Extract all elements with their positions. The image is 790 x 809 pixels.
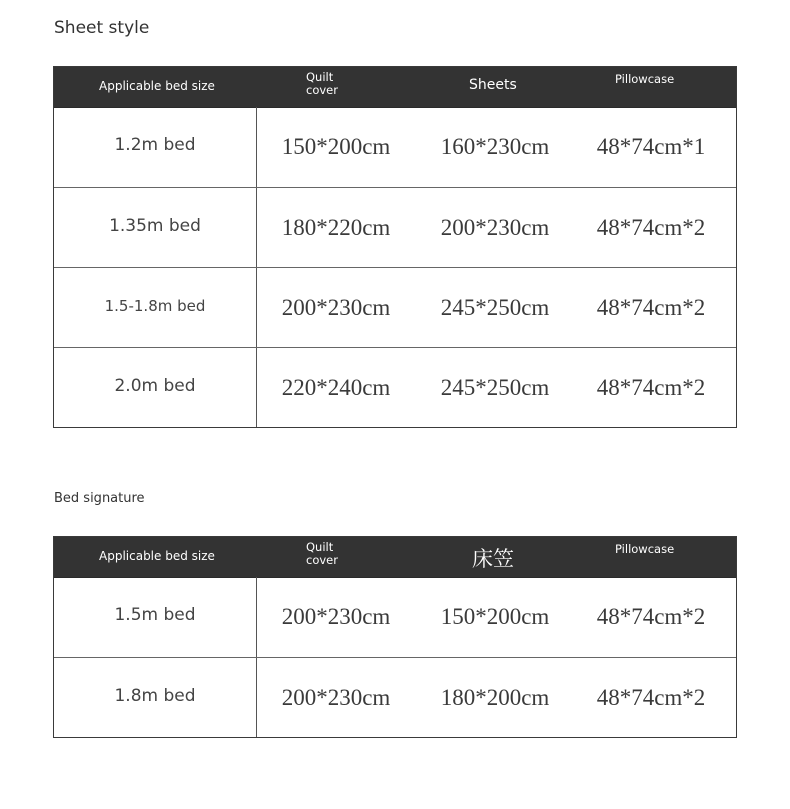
sheet-style-table (53, 66, 737, 428)
header-fitted-sheet: 床笠 (472, 547, 514, 571)
table-row (54, 107, 736, 187)
table-row (54, 267, 736, 348)
sheets-cell: 160*230cm (440, 134, 550, 159)
quilt-cover-cell: 200*230cm (281, 685, 391, 710)
header-quilt-cover: Quilt cover (306, 540, 338, 567)
header-bed-size: Applicable bed size (99, 549, 215, 563)
pillowcase-cell: 48*74cm*2 (596, 295, 706, 320)
quilt-cover-cell: 200*230cm (281, 604, 391, 629)
pillowcase-cell: 48*74cm*1 (596, 134, 706, 159)
table-row (54, 347, 736, 428)
bed-size-cell: 1.8m bed (114, 686, 196, 706)
table-header (54, 67, 736, 108)
header-pillowcase: Pillowcase (615, 72, 675, 86)
header-bed-size: Applicable bed size (99, 79, 215, 93)
pillowcase-cell: 48*74cm*2 (596, 215, 706, 240)
section-title-bed-signature: Bed signature (54, 491, 145, 506)
quilt-cover-cell: 180*220cm (281, 215, 391, 240)
bed-signature-table (53, 536, 737, 738)
section-title-sheet-style: Sheet style (54, 18, 150, 38)
fitted-sheet-cell: 150*200cm (440, 604, 550, 629)
header-quilt-cover: Quilt cover (306, 70, 338, 97)
bed-size-cell: 1.5m bed (114, 605, 196, 625)
header-pillowcase: Pillowcase (615, 542, 675, 556)
header-sheets: Sheets (469, 77, 517, 93)
pillowcase-cell: 48*74cm*2 (596, 685, 706, 710)
bed-size-cell: 1.35m bed (109, 216, 201, 236)
table-row (54, 577, 736, 657)
sheets-cell: 245*250cm (440, 295, 550, 320)
bed-size-cell: 1.2m bed (114, 135, 196, 155)
table-row (54, 187, 736, 268)
pillowcase-cell: 48*74cm*2 (596, 604, 706, 629)
sheets-cell: 245*250cm (440, 375, 550, 400)
quilt-cover-cell: 200*230cm (281, 295, 391, 320)
bed-size-cell: 1.5-1.8m bed (104, 297, 206, 315)
bed-size-cell: 2.0m bed (114, 376, 196, 396)
table-header (54, 537, 736, 578)
quilt-cover-cell: 220*240cm (281, 375, 391, 400)
pillowcase-cell: 48*74cm*2 (596, 375, 706, 400)
quilt-cover-cell: 150*200cm (281, 134, 391, 159)
table-row (54, 657, 736, 738)
fitted-sheet-cell: 180*200cm (440, 685, 550, 710)
sheets-cell: 200*230cm (440, 215, 550, 240)
